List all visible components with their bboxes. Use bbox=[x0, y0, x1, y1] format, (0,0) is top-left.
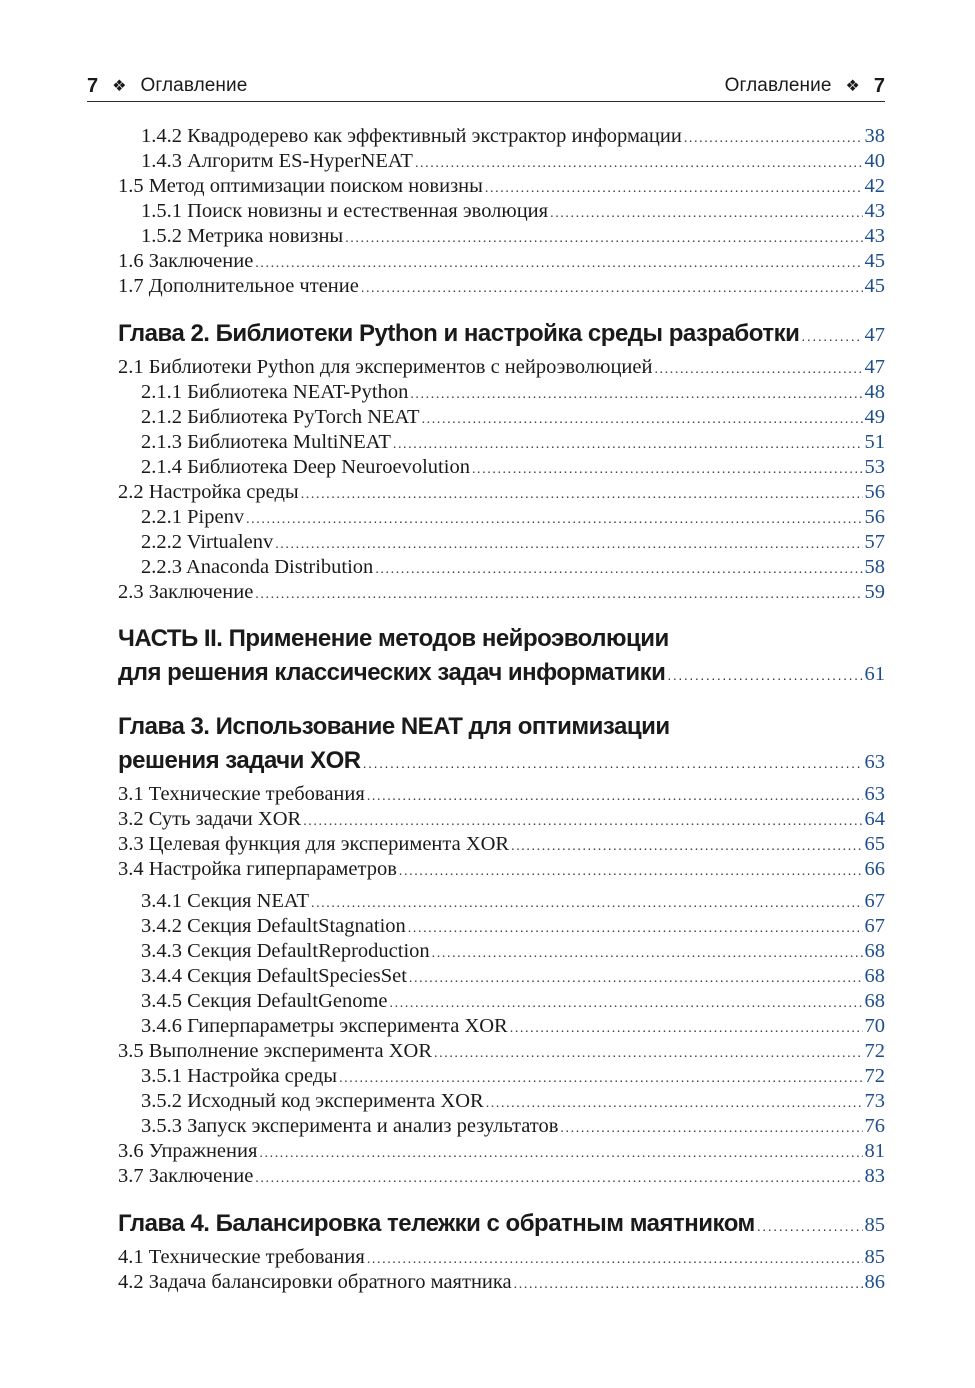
toc-page: 68 bbox=[864, 940, 885, 962]
toc-entry[interactable] bbox=[118, 479, 885, 505]
toc-entry[interactable] bbox=[118, 1113, 885, 1139]
toc-title: 3.5 Выполнение эксперимента XOR bbox=[118, 1040, 433, 1062]
toc-page: 68 bbox=[864, 990, 885, 1012]
toc-title: 1.5 Метод оптимизации поиском новизны bbox=[118, 175, 483, 197]
toc-entry[interactable] bbox=[118, 198, 885, 224]
dot-leader bbox=[514, 1272, 863, 1298]
toc-title: 3.4.1 Секция NEAT bbox=[141, 890, 309, 912]
toc-entry[interactable] bbox=[118, 1163, 885, 1189]
toc-title: 2.2 Настройка среды bbox=[118, 481, 299, 503]
toc-entry[interactable] bbox=[118, 1063, 885, 1089]
toc-title: 3.4.4 Секция DefaultSpeciesSet bbox=[141, 965, 407, 987]
toc-page: 56 bbox=[864, 506, 885, 528]
toc-page: 56 bbox=[864, 481, 885, 503]
toc-title: 3.4 Настройка гиперпараметров bbox=[118, 858, 397, 880]
toc-page: 83 bbox=[864, 1165, 885, 1187]
toc-title: 2.2.3 Anaconda Distribution bbox=[141, 556, 374, 578]
toc-title: 1.5.2 Метрика новизны bbox=[141, 225, 344, 247]
toc-entry[interactable] bbox=[118, 529, 885, 555]
toc-page: 68 bbox=[864, 965, 885, 987]
toc-title: 4.1 Технические требования bbox=[118, 1246, 365, 1268]
toc-entry[interactable] bbox=[118, 1038, 885, 1064]
toc-entry[interactable] bbox=[118, 913, 885, 939]
running-header bbox=[87, 73, 885, 102]
toc-title: 2.2.1 Pipenv bbox=[141, 506, 245, 528]
toc-title: 3.4.6 Гиперпараметры эксперимента XOR bbox=[141, 1015, 508, 1037]
toc-title: 3.5.2 Исходный код эксперимента XOR bbox=[141, 1090, 484, 1112]
dot-leader bbox=[255, 582, 862, 608]
toc-entry[interactable] bbox=[118, 454, 885, 480]
toc-title: 2.1.4 Библиотека Deep Neuroevolution bbox=[141, 456, 470, 478]
toc-page: 61 bbox=[864, 663, 885, 685]
toc-entry[interactable] bbox=[118, 1138, 885, 1164]
toc-page: 70 bbox=[864, 1015, 885, 1037]
toc-page: 73 bbox=[864, 1090, 885, 1112]
chapter-title: решения задачи XOR bbox=[118, 747, 361, 774]
toc-title: 2.2.2 Virtualenv bbox=[141, 531, 274, 553]
toc-title: 3.1 Технические требования bbox=[118, 783, 365, 805]
toc-page: 63 bbox=[864, 783, 885, 805]
dot-leader bbox=[667, 659, 862, 691]
dot-leader bbox=[801, 320, 862, 352]
dot-leader bbox=[757, 1210, 863, 1242]
ornament-icon: ❖ bbox=[845, 78, 860, 95]
toc-page: 85 bbox=[864, 1214, 885, 1236]
toc-entry[interactable] bbox=[118, 1244, 885, 1270]
toc-page: 53 bbox=[864, 456, 885, 478]
toc-title: 3.3 Целевая функция для эксперимента XOR bbox=[118, 833, 510, 855]
toc-title: 2.1.3 Библиотека MultiNEAT bbox=[141, 431, 391, 453]
toc-title: 3.5.3 Запуск эксперимента и анализ результатов bbox=[141, 1115, 559, 1137]
chapter-heading[interactable] bbox=[118, 745, 885, 777]
toc-title: 1.6 Заключение bbox=[118, 250, 254, 272]
toc-title: 4.2 Задача балансировки обратного маятника bbox=[118, 1271, 512, 1293]
toc-entry[interactable] bbox=[118, 963, 885, 989]
dot-leader bbox=[361, 276, 863, 302]
toc-title: 2.1.2 Библиотека PyTorch NEAT bbox=[141, 406, 420, 428]
toc-title: 3.5.1 Настройка среды bbox=[141, 1065, 338, 1087]
toc-entry[interactable] bbox=[118, 273, 885, 299]
right-page-number: 7 bbox=[873, 74, 885, 97]
toc-entry[interactable] bbox=[118, 504, 885, 530]
toc-entry[interactable] bbox=[118, 173, 885, 199]
toc-page: 48 bbox=[864, 381, 885, 403]
toc-page: 72 bbox=[864, 1040, 885, 1062]
toc-page: 43 bbox=[864, 200, 885, 222]
toc-title: 3.4.2 Секция DefaultStagnation bbox=[141, 915, 406, 937]
chapter-heading-line1: Глава 3. Использование NEAT для оптимизации bbox=[118, 713, 670, 740]
toc-page: 86 bbox=[864, 1271, 885, 1293]
right-running-title: Оглавление bbox=[724, 75, 832, 96]
toc-entry[interactable] bbox=[118, 1269, 885, 1295]
toc-title: 2.3 Заключение bbox=[118, 581, 254, 603]
toc-title: 2.1 Библиотеки Python для экспериментов с нейроэволюцией bbox=[118, 356, 653, 378]
toc-page: 64 bbox=[864, 808, 885, 830]
toc-title: 3.7 Заключение bbox=[118, 1165, 254, 1187]
toc-entry[interactable] bbox=[118, 429, 885, 455]
chapter-title: Глава 4. Балансировка тележки с обратным маятником bbox=[118, 1210, 755, 1237]
ornament-icon: ❖ bbox=[112, 78, 127, 95]
toc-title: 3.4.3 Секция DefaultReproduction bbox=[141, 940, 430, 962]
toc-page: 47 bbox=[864, 356, 885, 378]
dot-leader bbox=[255, 1166, 862, 1192]
dot-leader bbox=[399, 859, 863, 885]
toc-entry[interactable] bbox=[118, 354, 885, 380]
toc-title: 1.7 Дополнительное чтение bbox=[118, 275, 359, 297]
header-right bbox=[725, 73, 885, 99]
toc-title: 1.5.1 Поиск новизны и естественная эволюция bbox=[141, 200, 549, 222]
toc-entry[interactable] bbox=[118, 831, 885, 857]
toc-entry[interactable] bbox=[118, 579, 885, 605]
left-running-title: Оглавление bbox=[140, 75, 248, 96]
toc-entry[interactable] bbox=[118, 248, 885, 274]
toc-page: 63 bbox=[864, 751, 885, 773]
chapter-heading[interactable] bbox=[118, 318, 885, 350]
left-page-number: 7 bbox=[87, 74, 99, 97]
toc-title: 3.2 Суть задачи XOR bbox=[118, 808, 302, 830]
toc-page: 40 bbox=[864, 150, 885, 172]
chapter-heading[interactable] bbox=[118, 1208, 885, 1240]
toc-page: 43 bbox=[864, 225, 885, 247]
toc-page: 45 bbox=[864, 250, 885, 272]
toc-page: 49 bbox=[864, 406, 885, 428]
toc-page: 66 bbox=[864, 858, 885, 880]
toc-page: 59 bbox=[864, 581, 885, 603]
toc-page: 67 bbox=[864, 915, 885, 937]
toc-page: 85 bbox=[864, 1246, 885, 1268]
toc-page: 57 bbox=[864, 531, 885, 553]
toc-entry[interactable] bbox=[118, 148, 885, 174]
part-title: для решения классических задач информатики bbox=[118, 659, 666, 686]
toc-title: 2.1.1 Библиотека NEAT-Python bbox=[141, 381, 409, 403]
toc-page: 72 bbox=[864, 1065, 885, 1087]
toc-page: 51 bbox=[864, 431, 885, 453]
header-left bbox=[87, 73, 247, 99]
toc-page: 76 bbox=[864, 1115, 885, 1137]
toc-title: 3.6 Упражнения bbox=[118, 1140, 258, 1162]
toc-entry[interactable] bbox=[118, 554, 885, 580]
part-heading[interactable] bbox=[118, 657, 885, 689]
part-heading-line1: ЧАСТЬ II. Применение методов нейроэволюции bbox=[118, 625, 669, 652]
toc-page: 42 bbox=[864, 175, 885, 197]
toc-entry[interactable] bbox=[118, 123, 885, 149]
toc-entry[interactable] bbox=[118, 988, 885, 1014]
toc-title: 1.4.2 Квадродерево как эффективный экстрактор информации bbox=[141, 125, 682, 147]
toc-page: 58 bbox=[864, 556, 885, 578]
toc-page: 81 bbox=[864, 1140, 885, 1162]
toc-page: 45 bbox=[864, 275, 885, 297]
toc-entry[interactable] bbox=[118, 1013, 885, 1039]
toc-entry[interactable] bbox=[118, 379, 885, 405]
chapter-title: Глава 2. Библиотеки Python и настройка среды разработки bbox=[118, 320, 800, 347]
toc-entry[interactable] bbox=[118, 223, 885, 249]
toc-entry[interactable] bbox=[118, 856, 885, 882]
toc-entry[interactable] bbox=[118, 404, 885, 430]
toc-entry[interactable] bbox=[118, 888, 885, 914]
toc-page: 38 bbox=[864, 125, 885, 147]
toc-entry[interactable] bbox=[118, 1088, 885, 1114]
toc-page: 65 bbox=[864, 833, 885, 855]
toc-entry[interactable] bbox=[118, 781, 885, 807]
toc-page: 47 bbox=[864, 324, 885, 346]
toc-page: 67 bbox=[864, 890, 885, 912]
toc-entry[interactable] bbox=[118, 938, 885, 964]
dot-leader bbox=[363, 747, 863, 779]
toc-title: 1.4.3 Алгоритм ES-HyperNEAT bbox=[141, 150, 413, 172]
toc-title: 3.4.5 Секция DefaultGenome bbox=[141, 990, 388, 1012]
toc-entry[interactable] bbox=[118, 806, 885, 832]
